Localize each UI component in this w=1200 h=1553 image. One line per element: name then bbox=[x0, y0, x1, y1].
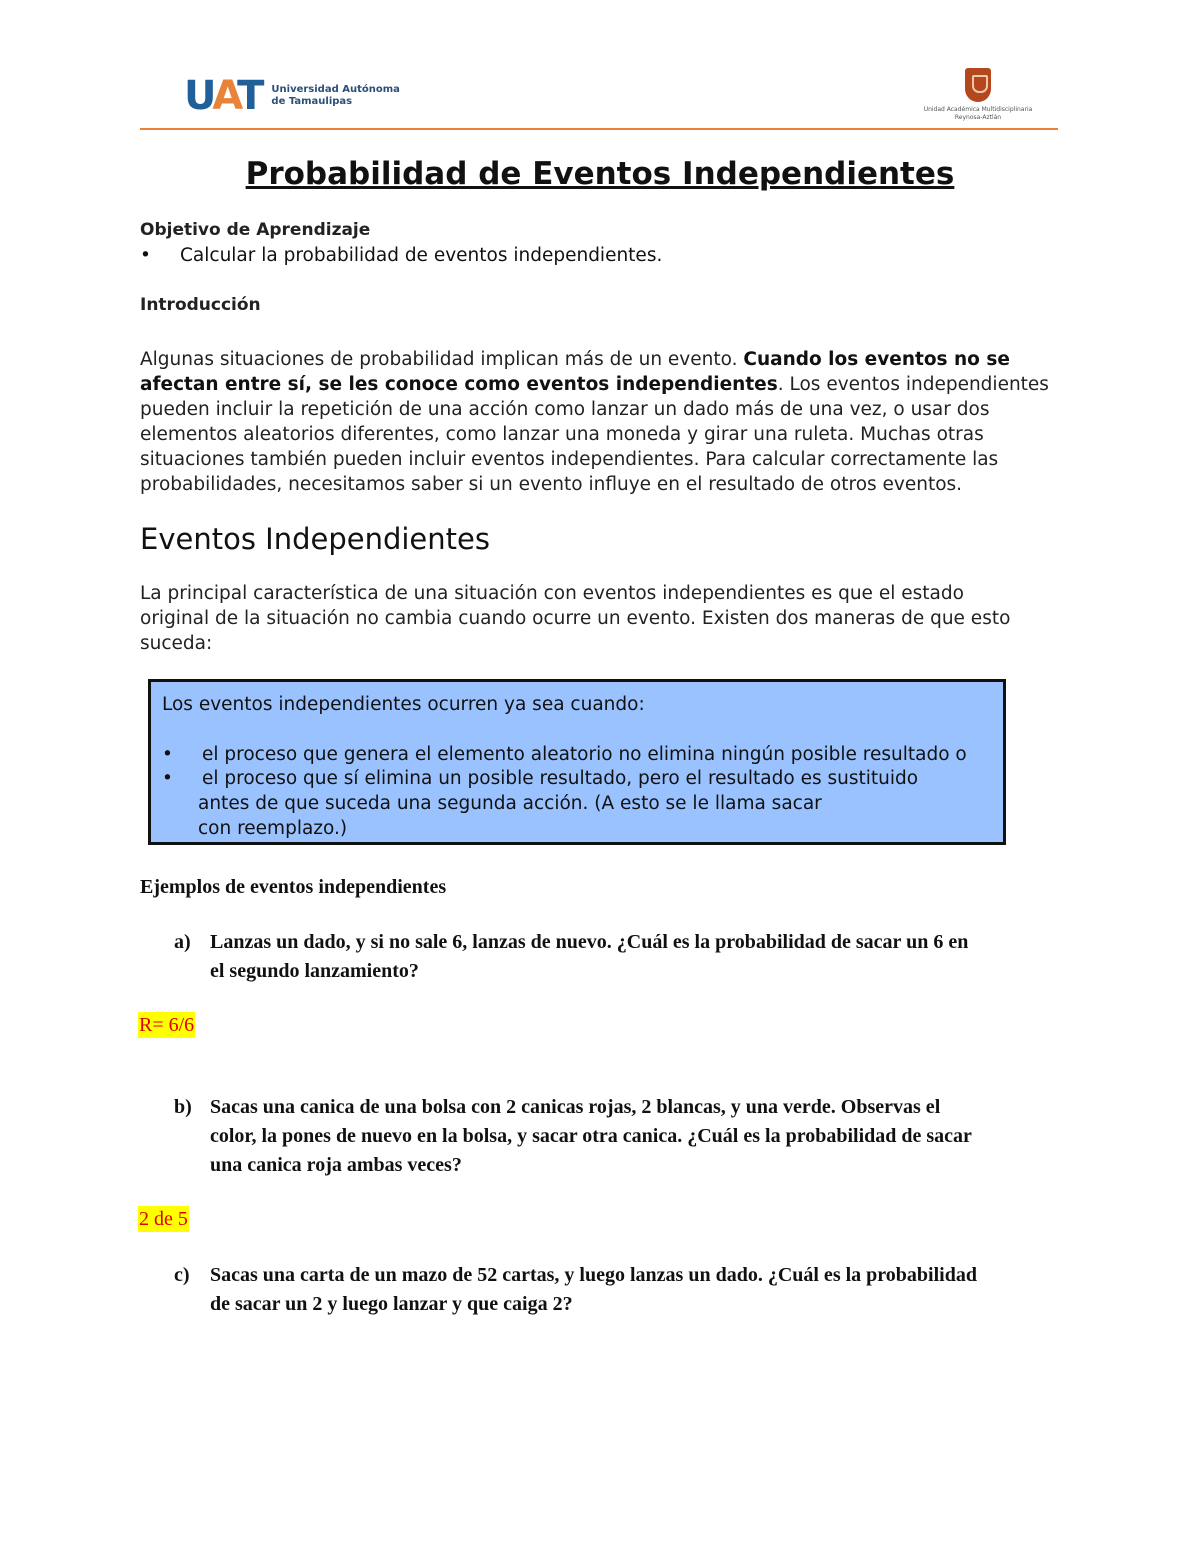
callout-box bbox=[148, 679, 1006, 845]
callout-intro: Los eventos independientes ocurren ya sea cuando: bbox=[162, 694, 645, 715]
uat-logo-text: Universidad Autónoma de Tamaulipas bbox=[271, 84, 400, 107]
intro-paragraph: Algunas situaciones de probabilidad implican más de un evento. Cuando los eventos no se afectan entre sí, se les conoce como eventos independientes. Los eventos independientes pueden incluir la repetición de una acción como lanzar un dado más de una vez, o usar dos elementos aleatorios diferentes, como lanzar una moneda y girar una ruleta. Muchas otras situaciones también pueden incluir eventos independientes. Para calcular correctamente las probabilidades, necesitamos saber si un evento influye en el resultado de otros eventos. bbox=[140, 349, 1049, 495]
callout-item-continuation: antes de que suceda una segunda acción. (A esto se le llama sacar bbox=[198, 793, 822, 814]
bullet-icon: • bbox=[162, 744, 173, 765]
page-header bbox=[140, 66, 1058, 132]
answer-a: R= 6/6 bbox=[139, 1014, 195, 1036]
examples-heading: Ejemplos de eventos independientes bbox=[140, 876, 447, 898]
example-question-c: c) Sacas una carta de un mazo de 52 cartas, y luego lanzas un dado. ¿Cuál es la probabilidad de sacar un 2 y luego lanzar y que caiga 2? bbox=[174, 1264, 977, 1315]
section-heading: Eventos Independientes bbox=[140, 522, 490, 556]
intro-label: Introducción bbox=[140, 295, 261, 315]
uat-logo-mark: UAT bbox=[184, 73, 262, 119]
example-question-b: b) Sacas una canica de una bolsa con 2 canicas rojas, 2 blancas, y una verde. Observas el color, la pones de nuevo en la bolsa, y sacar otra canica. ¿Cuál es la probabilidad de sacar una canica roja ambas veces? bbox=[174, 1096, 972, 1176]
callout-item-continuation: con reemplazo.) bbox=[198, 818, 348, 839]
callout-item: • el proceso que sí elimina un posible resultado, pero el resultado es sustituido bbox=[162, 768, 919, 789]
crest-shield-icon bbox=[965, 68, 991, 102]
bullet-icon: • bbox=[162, 768, 173, 789]
answer-b: 2 de 5 bbox=[139, 1208, 188, 1230]
page-title: Probabilidad de Eventos Independientes bbox=[245, 156, 955, 192]
uat-logo bbox=[184, 73, 400, 119]
header-rule bbox=[140, 128, 1058, 130]
objective-item: • Calcular la probabilidad de eventos independientes. bbox=[140, 245, 663, 266]
callout-item: • el proceso que genera el elemento aleatorio no elimina ningún posible resultado o bbox=[162, 744, 967, 765]
objective-label: Objetivo de Aprendizaje bbox=[140, 220, 371, 240]
bullet-icon: • bbox=[140, 245, 151, 266]
section-paragraph: La principal característica de una situación con eventos independientes es que el estado original de la situación no cambia cuando ocurre un evento. Existen dos maneras de que esto suceda: bbox=[140, 583, 1011, 654]
crest-text: Unidad Académica Multidisciplinaria Reynosa-Aztlán bbox=[923, 106, 1033, 121]
example-question-a: a) Lanzas un dado, y si no sale 6, lanzas de nuevo. ¿Cuál es la probabilidad de sacar un 6 en el segundo lanzamiento? bbox=[174, 931, 969, 982]
crest-logo bbox=[918, 68, 1038, 122]
